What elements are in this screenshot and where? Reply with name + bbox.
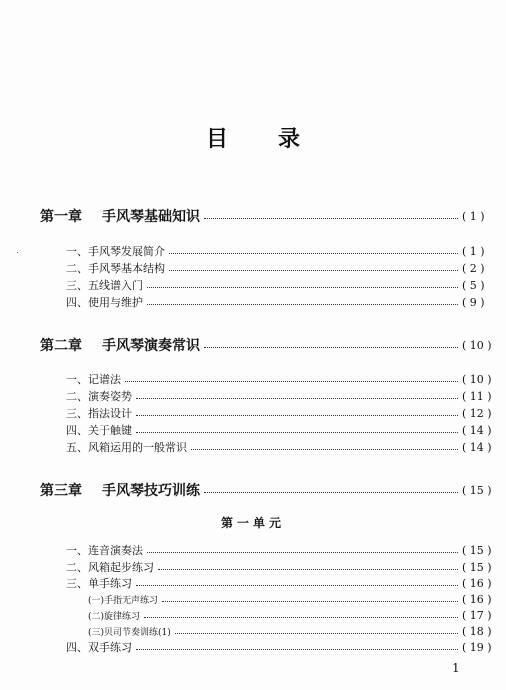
entry-label: 四、使用与维护 — [66, 296, 143, 309]
page-ref: ( 19 ) — [462, 640, 492, 654]
page-ref: ( 12 ) — [462, 406, 492, 420]
entry-label: 四、关于触键 — [66, 424, 132, 437]
page-ref: ( 14 ) — [462, 423, 492, 437]
dot-leader — [147, 287, 458, 288]
chapter-name: 手风琴演奏常识 — [102, 338, 200, 354]
chapter-number: 第二章 — [40, 338, 82, 354]
page-ref: ( 16 ) — [462, 592, 492, 606]
entry-label: 一、记谱法 — [66, 373, 121, 386]
toc-entry[interactable] — [0, 276, 506, 294]
entry-label: 二、手风琴基本结构 — [66, 262, 165, 275]
page-number: 1 — [452, 661, 460, 675]
entry-label: 三、指法设计 — [66, 407, 132, 420]
toc-entry[interactable] — [0, 638, 506, 656]
dot-leader — [169, 270, 458, 271]
unit-heading: 第一单元 — [220, 516, 285, 530]
toc-entry[interactable] — [0, 242, 506, 260]
entry-label: 四、双手练习 — [66, 641, 132, 654]
dot-leader — [191, 449, 458, 450]
entry-label: 一、连音演奏法 — [66, 544, 143, 557]
toc-entry[interactable] — [0, 370, 506, 388]
page-title — [0, 122, 506, 153]
dot-leader — [136, 415, 458, 416]
dot-leader — [204, 492, 458, 493]
dot-leader — [147, 304, 458, 305]
page-ref: ( 15 ) — [462, 483, 492, 497]
entry-label: 三、五线谱入门 — [66, 279, 143, 292]
entry-label: 五、风箱运用的一般常识 — [66, 441, 187, 454]
page-ref: ( 1 ) — [462, 244, 485, 258]
dot-leader — [144, 617, 458, 618]
page-ref: ( 1 ) — [462, 209, 485, 223]
title-right-char: 录 — [278, 126, 301, 152]
entry-label: (二)旋律练习 — [88, 611, 141, 622]
page-ref: ( 11 ) — [462, 389, 492, 403]
dot-leader — [136, 398, 458, 399]
entry-label: (三)贝司节奏训练(1) — [88, 627, 171, 638]
chapter-number: 第三章 — [40, 483, 82, 499]
page-ref: ( 5 ) — [462, 278, 485, 292]
toc-chapter-3[interactable] — [0, 481, 506, 499]
page-ref: ( 15 ) — [462, 560, 492, 574]
entry-label: 二、演奏姿势 — [66, 390, 132, 403]
page-ref: ( 16 ) — [462, 576, 492, 590]
entry-label: 一、手风琴发展简介 — [66, 245, 165, 258]
dot-leader — [136, 432, 458, 433]
entry-label: (一)手指无声练习 — [88, 595, 159, 606]
dot-leader — [175, 633, 458, 634]
page-ref: ( 14 ) — [462, 440, 492, 454]
title-left-char: 目 — [205, 126, 228, 152]
dot-leader — [162, 601, 458, 602]
dot-leader — [169, 253, 458, 254]
toc-chapter-2[interactable] — [0, 336, 506, 354]
entry-label: 二、风箱起步练习 — [66, 561, 154, 574]
page-ref: ( 18 ) — [462, 624, 492, 638]
chapter-name: 手风琴基础知识 — [102, 209, 200, 225]
page-ref: ( 15 ) — [462, 543, 492, 557]
dot-leader — [204, 347, 458, 348]
toc-entry[interactable] — [0, 259, 506, 277]
page-ref: ( 10 ) — [462, 372, 492, 386]
page-ref: ( 10 ) — [462, 338, 492, 352]
toc-entry[interactable] — [0, 541, 506, 559]
page-ref: ( 17 ) — [462, 608, 492, 622]
chapter-number: 第一章 — [40, 209, 82, 225]
scan-speck — [17, 252, 18, 253]
dot-leader — [136, 649, 458, 650]
entry-label: 三、单手练习 — [66, 577, 132, 590]
dot-leader — [158, 569, 458, 570]
toc-chapter-1[interactable] — [0, 207, 506, 225]
toc-entry[interactable] — [0, 387, 506, 405]
page-ref: ( 9 ) — [462, 295, 485, 309]
toc-entry[interactable] — [0, 404, 506, 422]
toc-entry[interactable] — [0, 421, 506, 439]
dot-leader — [147, 552, 458, 553]
toc-entry[interactable] — [0, 438, 506, 456]
dot-leader — [136, 585, 458, 586]
toc-entry[interactable] — [0, 293, 506, 311]
chapter-name: 手风琴技巧训练 — [102, 483, 200, 499]
dot-leader — [204, 218, 458, 219]
dot-leader — [125, 381, 458, 382]
page-ref: ( 2 ) — [462, 261, 485, 275]
